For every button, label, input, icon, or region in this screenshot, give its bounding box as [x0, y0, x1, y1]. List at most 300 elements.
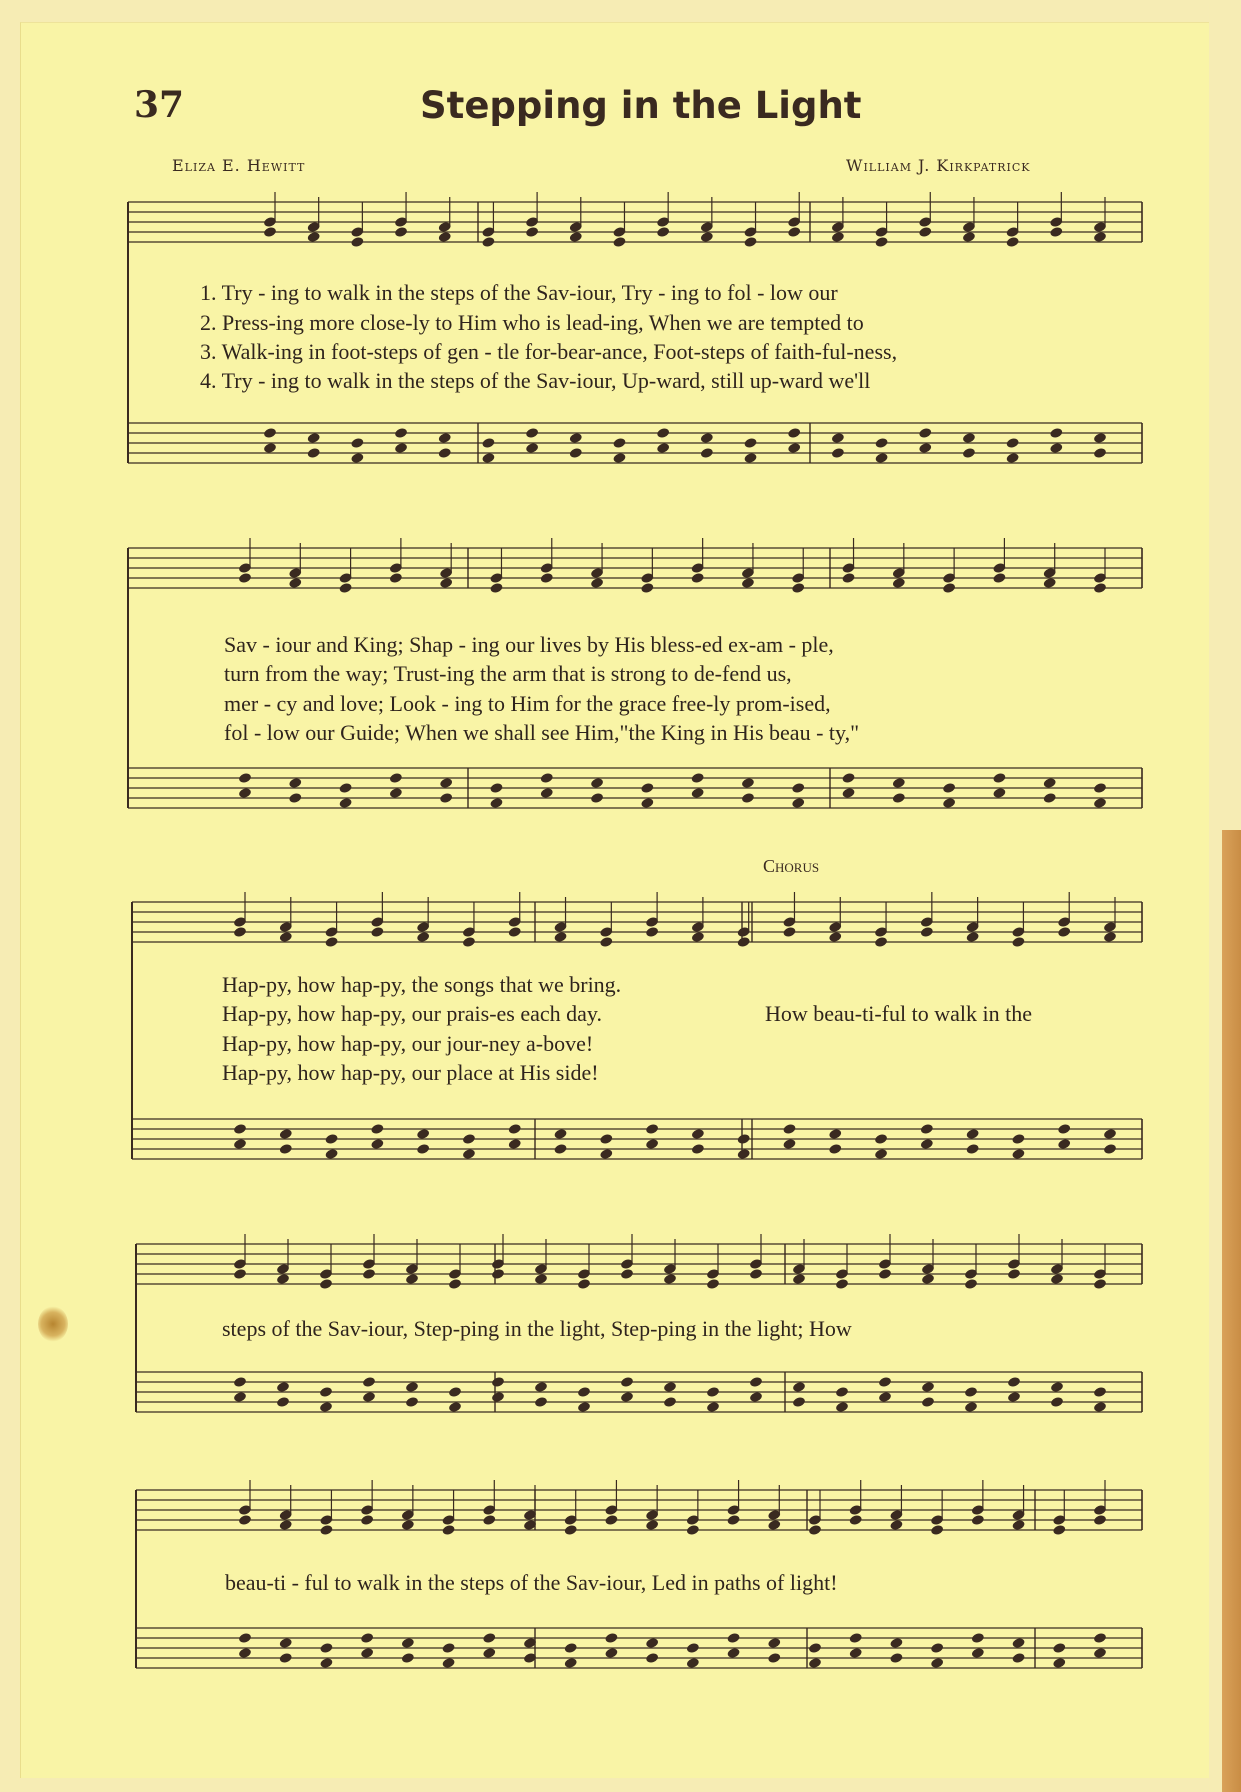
bass-note — [491, 1391, 505, 1403]
bass-note — [263, 427, 277, 439]
bass-note — [350, 437, 364, 449]
treble-note — [508, 926, 522, 938]
treble-note — [481, 236, 495, 248]
bass-note — [279, 1637, 293, 1649]
bass-note — [918, 442, 932, 454]
bass-note — [577, 1386, 591, 1398]
treble-note — [540, 572, 554, 584]
bass-note — [782, 1123, 796, 1135]
treble-note — [233, 926, 247, 938]
bass-note — [787, 427, 801, 439]
bass-note — [612, 437, 626, 449]
treble-note — [878, 1268, 892, 1280]
bass-note — [743, 452, 757, 464]
treble-note — [564, 1524, 578, 1536]
chorus-label: Chorus — [763, 856, 820, 876]
treble-note — [534, 1273, 548, 1285]
bass-note — [920, 1138, 934, 1150]
treble-note — [448, 1278, 462, 1290]
treble-note — [874, 936, 888, 948]
bass-note — [966, 1143, 980, 1155]
hymn-number: 37 — [134, 84, 185, 126]
bass-note — [288, 777, 302, 789]
bass-note — [525, 442, 539, 454]
treble-note — [808, 1524, 822, 1536]
bass-note — [992, 772, 1006, 784]
bass-note — [1007, 1376, 1021, 1388]
bass-note — [564, 1657, 578, 1669]
bass-note — [918, 427, 932, 439]
treble-note — [612, 236, 626, 248]
bass-note — [438, 447, 452, 459]
bass-note — [1093, 782, 1107, 794]
bass-note — [319, 1642, 333, 1654]
bass-note — [362, 1376, 376, 1388]
treble-note — [233, 1268, 247, 1280]
bass-note — [792, 1381, 806, 1393]
bass-note — [439, 792, 453, 804]
treble-note — [875, 236, 889, 248]
bass-note — [481, 437, 495, 449]
composer-credit: William J. Kirkpatrick — [846, 156, 1031, 175]
bass-note — [1050, 1381, 1064, 1393]
bass-note — [920, 1123, 934, 1135]
verse-line: Hap-py, how hap-py, our jour-ney a-bove! — [222, 1031, 594, 1056]
bass-note — [491, 1376, 505, 1388]
treble-note — [691, 572, 705, 584]
bass-note — [1093, 797, 1107, 809]
treble-note — [1057, 926, 1071, 938]
verse-line: turn from the way; Trust-ing the arm that is strong to de-fend us, — [224, 661, 792, 686]
bass-note — [737, 1133, 751, 1145]
treble-note — [394, 226, 408, 238]
bass-note — [416, 1128, 430, 1140]
bass-note — [1049, 442, 1063, 454]
bass-note — [540, 772, 554, 784]
bass-note — [1057, 1138, 1071, 1150]
bass-note — [962, 447, 976, 459]
treble-note — [767, 1519, 781, 1531]
bass-note — [737, 1148, 751, 1160]
bass-note — [706, 1386, 720, 1398]
bass-note — [656, 442, 670, 454]
bass-note — [553, 1128, 567, 1140]
bass-note — [389, 787, 403, 799]
bass-note — [401, 1652, 415, 1664]
treble-note — [276, 1273, 290, 1285]
bass-note — [663, 1381, 677, 1393]
treble-note — [992, 572, 1006, 584]
treble-note — [1093, 231, 1107, 243]
treble-note — [439, 577, 453, 589]
chorus-line: beau-ti - ful to walk in the steps of the Sav-iour, Led in paths of light! — [225, 1570, 838, 1595]
bass-note — [808, 1642, 822, 1654]
hymn-title: Stepping in the Light — [420, 84, 862, 127]
bass-note — [1011, 1148, 1025, 1160]
treble-note — [645, 926, 659, 938]
bass-note — [1052, 1657, 1066, 1669]
bass-note — [590, 792, 604, 804]
bass-note — [1093, 447, 1107, 459]
bass-note — [971, 1632, 985, 1644]
bass-note — [640, 782, 654, 794]
verse-line: Hap-py, how hap-py, our prais-es each day. — [222, 1001, 602, 1026]
bass-note — [339, 797, 353, 809]
bass-note — [534, 1381, 548, 1393]
bass-note — [233, 1391, 247, 1403]
bass-note — [741, 777, 755, 789]
bass-note — [405, 1381, 419, 1393]
treble-note — [741, 577, 755, 589]
bass-note — [749, 1391, 763, 1403]
treble-note — [362, 1268, 376, 1280]
treble-note — [1093, 1278, 1107, 1290]
treble-note — [370, 926, 384, 938]
treble-note — [553, 931, 567, 943]
bass-note — [441, 1657, 455, 1669]
bass-note — [874, 1148, 888, 1160]
bass-note — [782, 1138, 796, 1150]
bass-note — [700, 447, 714, 459]
treble-note — [238, 572, 252, 584]
treble-note — [706, 1278, 720, 1290]
bass-note — [1093, 432, 1107, 444]
chorus-line: steps of the Sav-iour, Step-ping in the light, Step-ping in the light; How — [222, 1316, 852, 1341]
bass-note — [1057, 1123, 1071, 1135]
bass-note — [276, 1381, 290, 1393]
treble-note — [279, 1519, 293, 1531]
treble-note — [942, 582, 956, 594]
bass-note — [992, 787, 1006, 799]
bass-note — [942, 797, 956, 809]
treble-note — [604, 1514, 618, 1526]
bass-note — [1103, 1128, 1117, 1140]
bass-note — [1006, 452, 1020, 464]
bass-note — [726, 1632, 740, 1644]
treble-note — [599, 936, 613, 948]
bass-note — [1093, 1632, 1107, 1644]
verse-line: mer - cy and love; Look - ing to Him for the grace free-ly prom-ised, — [224, 691, 831, 716]
bass-note — [394, 442, 408, 454]
bass-note — [612, 452, 626, 464]
bass-note — [700, 432, 714, 444]
treble-note — [645, 1519, 659, 1531]
bass-note — [416, 1143, 430, 1155]
bass-note — [1011, 1133, 1025, 1145]
bass-note — [370, 1138, 384, 1150]
treble-note — [656, 226, 670, 238]
bass-note — [743, 437, 757, 449]
bass-note — [640, 797, 654, 809]
bass-note — [276, 1396, 290, 1408]
bass-note — [360, 1647, 374, 1659]
treble-note — [279, 931, 293, 943]
bass-note — [849, 1632, 863, 1644]
bass-note — [930, 1642, 944, 1654]
bass-note — [1011, 1637, 1025, 1649]
bass-note — [489, 797, 503, 809]
bass-note — [767, 1637, 781, 1649]
bass-note — [828, 1128, 842, 1140]
bass-note — [875, 452, 889, 464]
bass-note — [1052, 1642, 1066, 1654]
verse-line: fol - low our Guide; When we shall see Him,"the King in His beau - ty," — [224, 720, 860, 745]
bass-note — [831, 432, 845, 444]
bass-note — [645, 1637, 659, 1649]
bass-note — [1006, 437, 1020, 449]
bass-note — [462, 1133, 476, 1145]
bass-note — [828, 1143, 842, 1155]
treble-note — [1043, 577, 1057, 589]
bass-note — [569, 447, 583, 459]
bass-note — [889, 1652, 903, 1664]
treble-note — [1011, 1519, 1025, 1531]
treble-note — [525, 226, 539, 238]
treble-note — [441, 1524, 455, 1536]
bass-note — [319, 1401, 333, 1413]
bass-note — [438, 432, 452, 444]
bass-note — [604, 1647, 618, 1659]
bass-note — [525, 427, 539, 439]
bass-note — [599, 1133, 613, 1145]
bass-note — [325, 1148, 339, 1160]
treble-note — [920, 926, 934, 938]
treble-note — [1049, 226, 1063, 238]
bass-note — [604, 1632, 618, 1644]
bass-note — [489, 782, 503, 794]
bass-note — [389, 772, 403, 784]
bass-note — [645, 1123, 659, 1135]
bass-note — [441, 1642, 455, 1654]
bass-note — [482, 1632, 496, 1644]
treble-note — [749, 1268, 763, 1280]
bass-note — [645, 1652, 659, 1664]
bass-note — [962, 432, 976, 444]
chorus-line: How beau-ti-ful to walk in the — [765, 1001, 1032, 1026]
bass-note — [841, 772, 855, 784]
treble-note — [966, 931, 980, 943]
bass-note — [599, 1148, 613, 1160]
bass-note — [1011, 1652, 1025, 1664]
bass-note — [233, 1376, 247, 1388]
bass-note — [540, 787, 554, 799]
bass-note — [1007, 1391, 1021, 1403]
bass-note — [1050, 1396, 1064, 1408]
bass-note — [362, 1391, 376, 1403]
bass-note — [448, 1401, 462, 1413]
bass-note — [964, 1386, 978, 1398]
bass-note — [930, 1657, 944, 1669]
treble-note — [782, 926, 796, 938]
verse-line: 1. Try - ing to walk in the steps of the Sav-iour, Try - ing to fol - low our — [200, 280, 838, 305]
bass-note — [835, 1386, 849, 1398]
bass-note — [964, 1401, 978, 1413]
treble-note — [849, 1514, 863, 1526]
bass-note — [921, 1381, 935, 1393]
treble-note — [489, 582, 503, 594]
treble-note — [1050, 1273, 1064, 1285]
bass-note — [238, 787, 252, 799]
bass-note — [620, 1376, 634, 1388]
treble-note — [1052, 1524, 1066, 1536]
treble-note — [964, 1278, 978, 1290]
bass-note — [279, 1128, 293, 1140]
treble-note — [971, 1514, 985, 1526]
bass-note — [691, 1128, 705, 1140]
verse-line: Hap-py, how hap-py, our place at His side! — [222, 1060, 599, 1085]
bass-note — [841, 787, 855, 799]
bass-note — [534, 1396, 548, 1408]
bass-note — [741, 792, 755, 804]
bass-note — [481, 452, 495, 464]
bass-note — [590, 777, 604, 789]
treble-note — [841, 572, 855, 584]
treble-note — [319, 1524, 333, 1536]
treble-note — [1007, 1268, 1021, 1280]
treble-note — [918, 226, 932, 238]
bass-note — [553, 1143, 567, 1155]
treble-note — [491, 1268, 505, 1280]
bass-note — [238, 1632, 252, 1644]
bass-note — [288, 792, 302, 804]
bass-note — [691, 772, 705, 784]
bass-note — [892, 792, 906, 804]
treble-note — [792, 1273, 806, 1285]
treble-note — [686, 1524, 700, 1536]
bass-note — [749, 1376, 763, 1388]
bass-note — [706, 1401, 720, 1413]
treble-note — [416, 931, 430, 943]
bass-note — [966, 1128, 980, 1140]
bass-note — [787, 442, 801, 454]
bass-note — [686, 1642, 700, 1654]
bass-note — [1093, 1401, 1107, 1413]
treble-note — [325, 936, 339, 948]
treble-note — [462, 936, 476, 948]
treble-note — [360, 1514, 374, 1526]
bass-note — [1043, 777, 1057, 789]
treble-note — [405, 1273, 419, 1285]
bass-note — [849, 1647, 863, 1659]
treble-note — [663, 1273, 677, 1285]
treble-note — [726, 1514, 740, 1526]
bass-note — [726, 1647, 740, 1659]
treble-note — [319, 1278, 333, 1290]
treble-note — [1011, 936, 1025, 948]
treble-note — [590, 577, 604, 589]
verse-line: Hap-py, how hap-py, the songs that we bring. — [222, 972, 622, 997]
bass-note — [1043, 792, 1057, 804]
bass-note — [792, 1396, 806, 1408]
bass-note — [319, 1657, 333, 1669]
treble-note — [737, 936, 751, 948]
treble-note — [831, 231, 845, 243]
bass-note — [620, 1391, 634, 1403]
bass-note — [878, 1376, 892, 1388]
bass-note — [878, 1391, 892, 1403]
treble-note — [1006, 236, 1020, 248]
treble-note — [569, 231, 583, 243]
bass-note — [577, 1401, 591, 1413]
treble-note — [1103, 931, 1117, 943]
bass-note — [319, 1386, 333, 1398]
bass-note — [645, 1138, 659, 1150]
treble-note — [930, 1524, 944, 1536]
bass-note — [767, 1652, 781, 1664]
bass-note — [808, 1657, 822, 1669]
treble-note — [263, 226, 277, 238]
treble-note — [1093, 582, 1107, 594]
bass-note — [233, 1123, 247, 1135]
treble-note — [787, 226, 801, 238]
lyricist-credit: Eliza E. Hewitt — [172, 156, 306, 175]
treble-note — [828, 931, 842, 943]
treble-note — [482, 1514, 496, 1526]
bass-note — [233, 1138, 247, 1150]
treble-note — [389, 572, 403, 584]
bass-note — [791, 797, 805, 809]
bass-note — [569, 432, 583, 444]
treble-note — [401, 1519, 415, 1531]
treble-note — [791, 582, 805, 594]
bass-note — [405, 1396, 419, 1408]
bass-note — [691, 787, 705, 799]
bass-note — [791, 782, 805, 794]
treble-note — [921, 1273, 935, 1285]
bass-note — [508, 1138, 522, 1150]
treble-note — [640, 582, 654, 594]
bass-note — [892, 777, 906, 789]
treble-note — [700, 231, 714, 243]
treble-note — [743, 236, 757, 248]
bass-note — [971, 1647, 985, 1659]
bass-note — [875, 437, 889, 449]
treble-note — [1093, 1514, 1107, 1526]
bass-note — [482, 1647, 496, 1659]
treble-note — [438, 231, 452, 243]
bass-note — [448, 1386, 462, 1398]
treble-note — [307, 231, 321, 243]
bass-note — [394, 427, 408, 439]
bass-note — [831, 447, 845, 459]
bass-note — [360, 1632, 374, 1644]
bass-note — [325, 1133, 339, 1145]
bass-note — [835, 1401, 849, 1413]
bass-note — [663, 1396, 677, 1408]
bass-note — [279, 1652, 293, 1664]
treble-note — [288, 577, 302, 589]
bass-note — [691, 1143, 705, 1155]
treble-note — [577, 1278, 591, 1290]
bass-note — [307, 432, 321, 444]
treble-note — [835, 1278, 849, 1290]
bass-note — [370, 1123, 384, 1135]
verse-line: Sav - iour and King; Shap - ing our lives by His bless-ed ex-am - ple, — [224, 632, 834, 657]
bass-note — [1103, 1143, 1117, 1155]
bass-note — [238, 1647, 252, 1659]
bass-note — [686, 1657, 700, 1669]
bass-note — [401, 1637, 415, 1649]
verse-line: 4. Try - ing to walk in the steps of the Sav-iour, Up-ward, still up-ward we'll — [200, 368, 871, 393]
treble-note — [350, 236, 364, 248]
bass-note — [279, 1143, 293, 1155]
bass-note — [656, 427, 670, 439]
bass-note — [439, 777, 453, 789]
treble-note — [889, 1519, 903, 1531]
bass-note — [889, 1637, 903, 1649]
bass-note — [508, 1123, 522, 1135]
treble-note — [339, 582, 353, 594]
